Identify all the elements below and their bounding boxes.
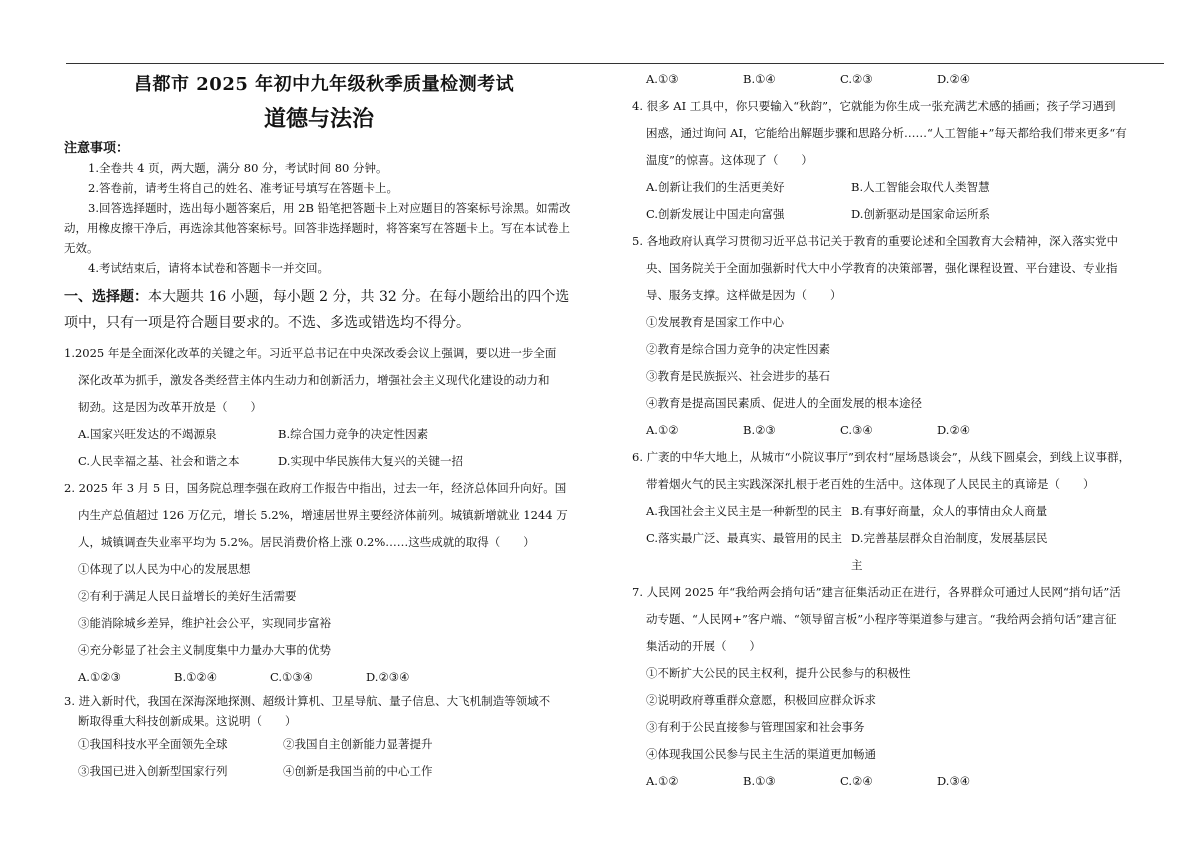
option-c: C.①③④	[270, 670, 313, 684]
statement-4: ④创新是我国当前的中心工作	[283, 764, 433, 778]
question-1	[64, 340, 574, 421]
option-a: A.①②	[646, 423, 679, 437]
statement-2: ②教育是综合国力竞争的决定性因素	[646, 342, 830, 356]
question-stem: 5. 各地政府认真学习贯彻习近平总书记关于教育的重要论述和全国教育大会精神，深入落实党中	[632, 234, 1119, 248]
notice-block	[64, 140, 574, 278]
section-heading	[64, 284, 574, 336]
subject-title: 道德与法治	[264, 106, 375, 132]
option-b: B.人工智能会取代人类智慧	[851, 180, 990, 194]
statement-row	[64, 731, 574, 758]
statement-4: ④教育是提高国民素质、促进人的全面发展的根本途径	[646, 396, 922, 410]
statement-3: ③有利于公民直接参与管理国家和社会事务	[646, 720, 865, 734]
option-row	[632, 174, 1162, 201]
option-row	[632, 498, 1162, 525]
notice-item: 1.全卷共 4 页，两大题，满分 80 分，考试时间 80 分钟。	[88, 161, 388, 175]
statement-1: ①体现了以人民为中心的发展思想	[78, 562, 251, 576]
option-d: D.创新驱动是国家命运所系	[851, 207, 990, 221]
option-row	[64, 664, 574, 691]
option-b: B.①④	[743, 72, 776, 86]
option-d: D.②④	[937, 72, 971, 86]
notice-title: 注意事项：	[64, 141, 130, 156]
question-stem: 集活动的开展（ ）	[646, 639, 761, 653]
option-d: D.③④	[937, 774, 971, 788]
statement-1: ①我国科技水平全面领先全球	[78, 737, 228, 751]
option-b: B.①②④	[174, 670, 218, 684]
statement-row	[64, 758, 574, 785]
question-7	[632, 579, 1162, 660]
option-row	[64, 421, 574, 448]
option-c: C.②③	[840, 72, 873, 86]
option-a: A.国家兴旺发达的不竭源泉	[78, 427, 217, 441]
question-stem: 温度”的惊喜。这体现了（ ）	[646, 153, 813, 167]
option-d: D.实现中华民族伟大复兴的关键一招	[278, 454, 463, 468]
question-stem: 韧劲。这是因为改革开放是（ ）	[78, 400, 262, 414]
question-stem: 导、服务支撑。这样做是因为（ ）	[646, 288, 842, 302]
statement-3: ③我国已进入创新型国家行列	[78, 764, 228, 778]
statement-1: ①发展教育是国家工作中心	[646, 315, 784, 329]
option-c: C.人民幸福之基、社会和谐之本	[78, 454, 240, 468]
option-c: C.②④	[840, 774, 873, 788]
option-b: B.②③	[743, 423, 776, 437]
question-2	[64, 475, 574, 556]
statement-4: ④充分彰显了社会主义制度集中力量办大事的优势	[78, 643, 331, 657]
statement-4: ④体现我国公民参与民主生活的渠道更加畅通	[646, 747, 876, 761]
option-row	[632, 66, 1162, 93]
notice-item: 3.回答选择题时，选出每小题答案后，用 2B 铅笔把答题卡上对应题目的答案标号涂黑。如需改动，用橡皮擦干净后，再选涂其他答案标号。回答非选择题时，将答案写在答题卡上。写在本试卷上无效。	[64, 201, 571, 255]
statement-2: ②我国自主创新能力显著提升	[283, 737, 433, 751]
option-a: A.①②	[646, 774, 679, 788]
option-row	[64, 448, 574, 475]
option-row	[632, 768, 1162, 795]
statement-2: ②有利于满足人民日益增长的美好生活需要	[78, 589, 297, 603]
option-d: D.完善基层群众自治制度，发展基层民主	[851, 531, 1048, 572]
question-stem: 内生产总值超过 126 万亿元，增长 5.2%，增速居世界主要经济体前列。城镇新增就业 1244 万	[78, 508, 568, 522]
question-stem: 困惑，通过询问 AI，它能给出解题步骤和思路分析……“人工智能+”每天都给我们带来更多“有	[646, 126, 1127, 140]
option-c: C.③④	[840, 423, 873, 437]
question-stem: 7. 人民网 2025 年“我给两会捎句话”建言征集活动正在进行，各界群众可通过人民网“捎句话”活	[632, 585, 1121, 599]
question-stem: 4. 很多 AI 工具中，你只要输入“秋韵”，它就能为你生成一张充满艺术感的插画；孩子学习遇到	[632, 99, 1116, 113]
section-title: 一、选择题：	[64, 289, 148, 305]
option-row	[632, 525, 1162, 579]
question-stem: 断取得重大科技创新成果。这说明（ ）	[78, 714, 297, 728]
question-stem: 带着烟火气的民主实践深深扎根于老百姓的生活中。这体现了人民民主的真谛是（ ）	[646, 477, 1095, 491]
question-stem: 央、国务院关于全面加强新时代大中小学教育的决策部署，强化课程设置、平台建设、专业指	[646, 261, 1118, 275]
option-b: B.有事好商量，众人的事情由众人商量	[851, 504, 1048, 518]
option-a: A.我国社会主义民主是一种新型的民主	[646, 504, 842, 518]
question-5	[632, 228, 1162, 309]
section-desc: 本大题共 16 小题，每小题 2 分，共 32 分。在每小题给出的四个选项中，只有一项是符合题目要求的。不选、多选或错选均不得分。	[64, 289, 570, 331]
option-b: B.综合国力竞争的决定性因素	[278, 427, 429, 441]
option-row	[632, 417, 1162, 444]
option-a: A.①③	[646, 72, 679, 86]
statement-3: ③能消除城乡差异，维护社会公平，实现同步富裕	[78, 616, 331, 630]
question-4	[632, 93, 1162, 174]
statement-2: ②说明政府尊重群众意愿，积极回应群众诉求	[646, 693, 876, 707]
option-a: A.创新让我们的生活更美好	[646, 180, 785, 194]
option-c: C.创新发展让中国走向富强	[646, 207, 785, 221]
exam-title: 昌都市 2025 年初中九年级秋季质量检测考试	[134, 74, 515, 95]
right-column	[632, 66, 1162, 795]
question-stem: 人，城镇调查失业率平均为 5.2%。居民消费价格上涨 0.2%……这些成就的取得（ ）	[78, 535, 535, 549]
question-stem: 1.2025 年是全面深化改革的关键之年。习近平总书记在中央深改委会议上强调，要以进一步全面	[64, 346, 557, 360]
notice-item: 2.答卷前，请考生将自己的姓名、准考证号填写在答题卡上。	[88, 181, 398, 195]
question-3	[64, 691, 574, 731]
question-stem: 3. 进入新时代，我国在深海深地探测、超级计算机、卫星导航、量子信息、大飞机制造等领域不	[64, 694, 551, 708]
option-d: D.②③④	[366, 670, 410, 684]
question-stem: 2. 2025 年 3 月 5 日，国务院总理李强在政府工作报告中指出，过去一年，经济总体回升向好。国	[64, 481, 567, 495]
question-stem: 6. 广袤的中华大地上，从城市“小院议事厅”到农村“屋场恳谈会”，从线下圆桌会，到线上议事群，	[632, 450, 1131, 464]
top-rule	[66, 63, 1164, 64]
option-row	[632, 201, 1162, 228]
option-c: C.落实最广泛、最真实、最管用的民主	[646, 531, 843, 545]
statement-1: ①不断扩大公民的民主权利，提升公民参与的积极性	[646, 666, 911, 680]
question-stem: 深化改革为抓手，激发各类经营主体内生动力和创新活力，增强社会主义现代化建设的动力和	[78, 373, 550, 387]
option-a: A.①②③	[78, 670, 121, 684]
notice-item: 4.考试结束后，请将本试卷和答题卡一并交回。	[88, 261, 329, 275]
option-b: B.①③	[743, 774, 776, 788]
question-6	[632, 444, 1162, 498]
left-column	[64, 66, 574, 785]
option-d: D.②④	[937, 423, 971, 437]
statement-3: ③教育是民族振兴、社会进步的基石	[646, 369, 830, 383]
question-stem: 动专题、“人民网+”客户端、“领导留言板”小程序等渠道参与建言。“我给两会捎句话”建言征	[646, 612, 1117, 626]
